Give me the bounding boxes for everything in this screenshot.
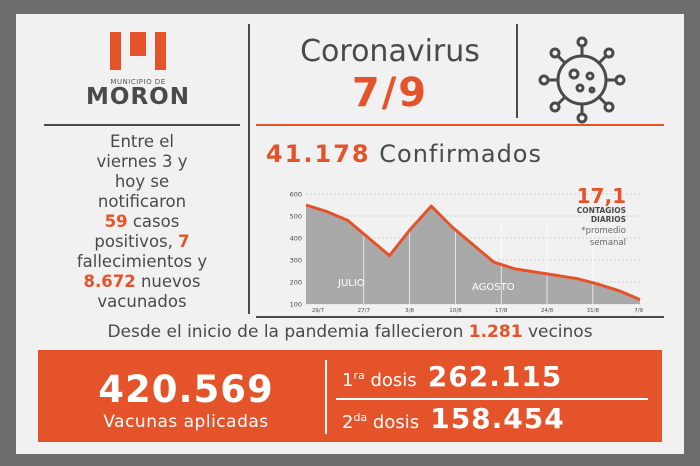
daily-average — [546, 186, 626, 248]
notice-line: hoy se — [114, 172, 170, 191]
vertical-divider-header — [516, 24, 518, 118]
deaths-suffix: vecinos — [527, 322, 593, 342]
daily-average-label: CONTAGIOS — [576, 206, 626, 215]
total-deaths-value: 1.281 — [468, 322, 523, 342]
notice-line: vacunados — [97, 292, 187, 311]
y-tick-label: 500 — [289, 212, 302, 221]
infographic-card — [16, 14, 684, 454]
vertical-divider-left — [248, 24, 250, 314]
logo-name: MORON — [86, 84, 190, 110]
daily-average-note: *promedio — [581, 226, 626, 236]
x-tick-label: 31/8 — [586, 308, 600, 314]
moron-logo-icon — [110, 32, 166, 70]
report-date: 7/9 — [351, 70, 429, 116]
second-dose-value: 158.454 — [430, 402, 565, 435]
logo-subtitle: MUNICIPIO DE — [110, 78, 166, 86]
dose-word: dosis — [370, 370, 417, 391]
virus-icon — [536, 34, 628, 126]
notice-word: nuevos — [140, 272, 201, 291]
notice-line — [44, 212, 240, 232]
notice-line: fallecimientos y — [76, 252, 208, 271]
dose-word: dosis — [372, 412, 420, 433]
new-deaths-count: 7 — [178, 232, 190, 251]
dose-ordinal: 2 — [342, 412, 354, 433]
y-tick-label: 300 — [289, 256, 302, 265]
notice-line: viernes 3 y — [96, 152, 188, 171]
x-tick-label: 10/8 — [449, 308, 462, 314]
first-dose-label — [342, 370, 417, 391]
dose-ordinal-suffix: da — [353, 411, 368, 424]
deaths-prefix: Desde el inicio de la pandemia fallecieron — [107, 322, 464, 342]
x-tick-label: 17/8 — [495, 308, 508, 314]
daily-average-value: 17,1 — [576, 184, 626, 208]
daily-average-label: DIARIOS — [590, 215, 626, 224]
doses-divider — [336, 398, 648, 400]
first-dose-value: 262.115 — [427, 360, 563, 393]
x-tick-label: 3/8 — [405, 308, 415, 314]
month-label: AGOSTO — [472, 282, 515, 293]
dose-ordinal-suffix: ra — [353, 369, 365, 382]
divider-chart-bottom — [256, 316, 664, 318]
total-deaths-line — [16, 322, 684, 342]
notice-line — [44, 272, 240, 292]
dose-ordinal: 1 — [342, 370, 354, 391]
vaccines-divider — [325, 360, 327, 434]
notice-word: positivos, — [94, 232, 173, 251]
x-tick-label: 7/9 — [634, 308, 644, 314]
weekly-notice — [44, 132, 240, 312]
x-tick-label: 24/8 — [540, 308, 554, 314]
notice-line — [44, 232, 240, 252]
y-tick-label: 600 — [289, 190, 302, 199]
y-tick-label: 400 — [289, 234, 302, 243]
y-tick-label: 200 — [289, 278, 302, 287]
notice-line: Entre el — [110, 132, 174, 151]
new-vaccinated-count: 8.672 — [83, 272, 136, 291]
second-dose — [342, 402, 652, 435]
first-dose — [342, 360, 652, 393]
confirmed-cases — [266, 140, 666, 168]
daily-average-note: semanal — [589, 238, 626, 248]
x-tick-label: 29/7 — [311, 308, 325, 314]
confirmed-label: Confirmados — [379, 140, 542, 168]
second-dose-label — [342, 412, 419, 433]
y-tick-label: 100 — [289, 300, 302, 309]
vaccines-total: 420.569 — [98, 368, 274, 411]
divider-left-top — [44, 124, 240, 126]
new-cases-count: 59 — [104, 212, 128, 231]
confirmed-value: 41.178 — [266, 140, 371, 168]
x-tick-label: 27/7 — [357, 308, 370, 314]
page-title: Coronavirus — [300, 34, 480, 69]
notice-word: casos — [132, 212, 180, 231]
month-label: JULIO — [338, 278, 365, 289]
vaccines-total-label: Vacunas aplicadas — [103, 412, 269, 432]
notice-line: notificaron — [97, 192, 187, 211]
